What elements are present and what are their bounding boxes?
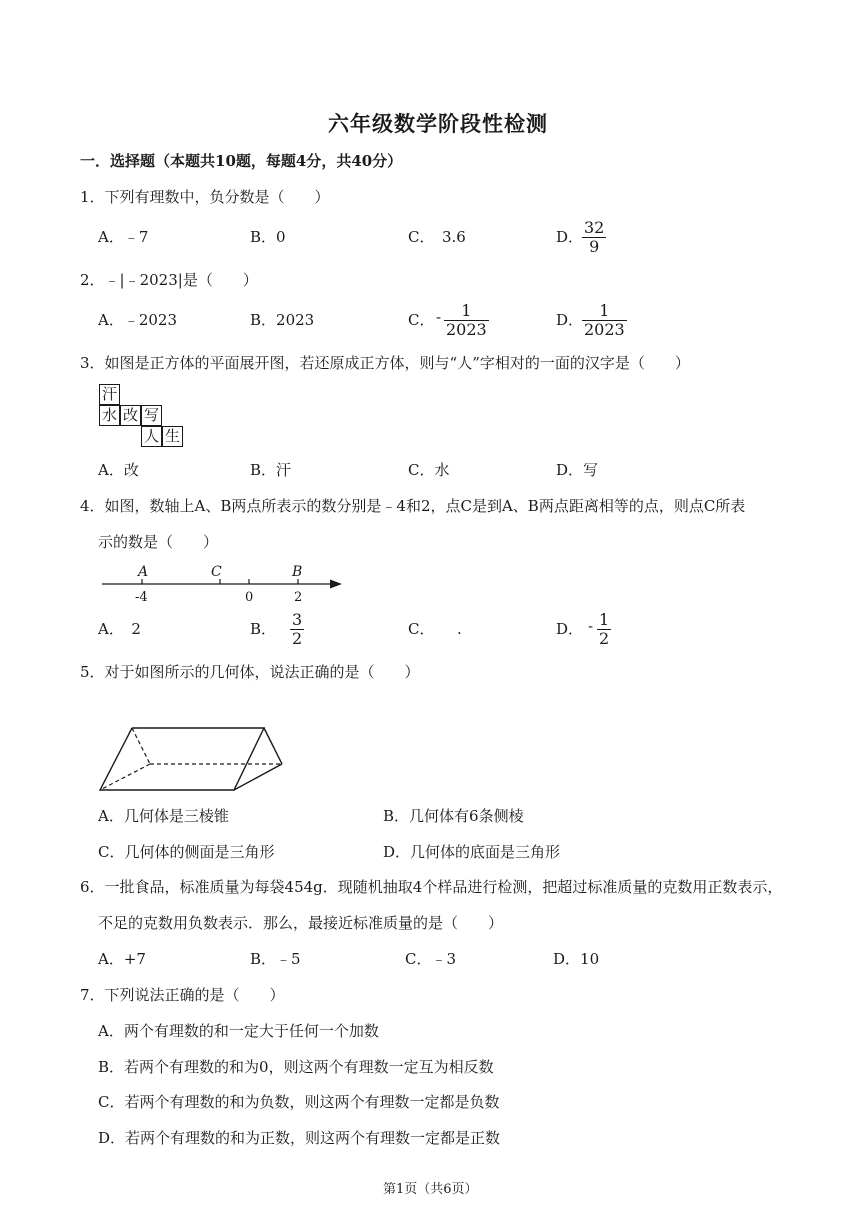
q1-stem: 1．下列有理数中，负分数是（ ） [80, 188, 330, 206]
q4-option-c: C． . [408, 620, 462, 638]
net-cell-1: 汗 [99, 384, 120, 405]
q2-option-c-minus-sign: - [436, 308, 442, 326]
net-cell-2: 水 [99, 405, 120, 426]
q7-option-a: A．两个有理数的和一定大于任何一个加数 [98, 1022, 379, 1040]
triangular-prism-figure [96, 722, 292, 794]
q2-option-a: A．﹣2023 [98, 311, 178, 329]
q4-option-a: A． 2 [98, 620, 141, 638]
fraction-numerator: 32 [584, 218, 605, 237]
q3-option-b: B．汗 [250, 461, 292, 479]
q3-option-d: D．写 [556, 461, 599, 479]
q4-option-d-minus-sign: - [588, 617, 594, 635]
q1-option-d-label: D． [556, 228, 584, 246]
number-line-figure [96, 560, 356, 608]
fraction-numerator: 3 [292, 610, 303, 629]
q1-option-b: B．0 [250, 228, 286, 246]
q4-stem-line1: 4．如图，数轴上A、B两点所表示的数分别是﹣4和2，点C是到A、B两点距离相等的点，则点C所表 [80, 497, 746, 515]
page-title: 六年级数学阶段性检测 [328, 111, 548, 136]
fraction-numerator: 1 [599, 301, 610, 320]
q4-option-b-label: B． [250, 620, 277, 638]
q6-stem-line1: 6．一批食品，标准质量为每袋454g．现随机抽取4个样品进行检测，把超过标准质量的克数用正数表示， [80, 878, 783, 896]
page-footer: 第1页（共6页） [383, 1182, 478, 1197]
prism-edge [264, 728, 282, 764]
q2-option-c-label: C． [408, 311, 435, 329]
axis-arrow-icon [330, 580, 342, 589]
fraction-denominator: 2 [292, 629, 303, 648]
section-heading: 一．选择题（本题共10题，每题4分，共40分） [80, 152, 403, 170]
fraction-denominator: 2 [599, 629, 610, 648]
q4-option-d-fraction [597, 611, 611, 648]
q3-option-a: A．改 [98, 461, 139, 479]
q6-option-b: B．﹣5 [250, 950, 301, 968]
net-cell-3: 改 [120, 405, 141, 426]
label-zero: 0 [245, 590, 254, 605]
fraction-denominator: 2023 [446, 320, 487, 339]
q5-option-b: B．几何体有6条侧棱 [383, 807, 524, 825]
q6-option-d: D．10 [553, 950, 600, 968]
q2-option-b: B．2023 [250, 311, 315, 329]
fraction-denominator: 2023 [584, 320, 625, 339]
q6-option-c: C．﹣3 [405, 950, 457, 968]
prism-edge [234, 764, 282, 790]
q1-option-c: C． 3.6 [408, 228, 466, 246]
q2-option-c-fraction [444, 302, 489, 339]
label-two: 2 [294, 590, 303, 605]
q7-option-b: B．若两个有理数的和为0，则这两个有理数一定互为相反数 [98, 1058, 494, 1076]
label-point-b: B [292, 564, 303, 580]
q4-option-b-fraction [290, 611, 304, 648]
net-cell-6: 生 [162, 426, 183, 447]
fraction-numerator: 1 [599, 610, 610, 629]
q5-option-d: D．几何体的底面是三角形 [383, 843, 561, 861]
q2-stem: 2．﹣|﹣2023|是（ ） [80, 271, 258, 289]
q6-stem-line2: 不足的克数用负数表示．那么，最接近标准质量的是（ ） [98, 914, 504, 932]
q5-option-a: A．几何体是三棱锥 [98, 807, 229, 825]
q4-option-d-label: D． [556, 620, 584, 638]
q7-stem: 7．下列说法正确的是（ ） [80, 986, 285, 1004]
net-cell-5: 人 [141, 426, 162, 447]
q2-option-d-label: D． [556, 311, 584, 329]
q3-stem: 3．如图是正方体的平面展开图，若还原成正方体，则与“人”字相对的一面的汉字是（ ） [80, 354, 690, 372]
net-cell-4: 写 [141, 405, 162, 426]
label-minus-four: -4 [135, 590, 148, 605]
q7-option-c: C．若两个有理数的和为负数，则这两个有理数一定都是负数 [98, 1093, 500, 1111]
q2-option-d-fraction [582, 302, 627, 339]
q6-option-a: A．+7 [98, 950, 146, 968]
q4-stem-line2: 示的数是（ ） [98, 533, 219, 551]
q7-option-d: D．若两个有理数的和为正数，则这两个有理数一定都是正数 [98, 1129, 501, 1147]
prism-hidden-edge [132, 728, 150, 764]
label-point-c: C [211, 564, 222, 580]
fraction-denominator: 9 [582, 237, 606, 256]
q1-option-a: A．﹣7 [98, 228, 149, 246]
label-point-a: A [138, 564, 149, 580]
q5-stem: 5．对于如图所示的几何体，说法正确的是（ ） [80, 663, 420, 681]
prism-hidden-edge [100, 764, 150, 790]
q3-option-c: C．水 [408, 461, 450, 479]
q1-option-d-fraction [582, 219, 606, 256]
prism-front-edges [100, 728, 264, 790]
fraction-numerator: 1 [461, 301, 472, 320]
q5-option-c: C．几何体的侧面是三角形 [98, 843, 275, 861]
